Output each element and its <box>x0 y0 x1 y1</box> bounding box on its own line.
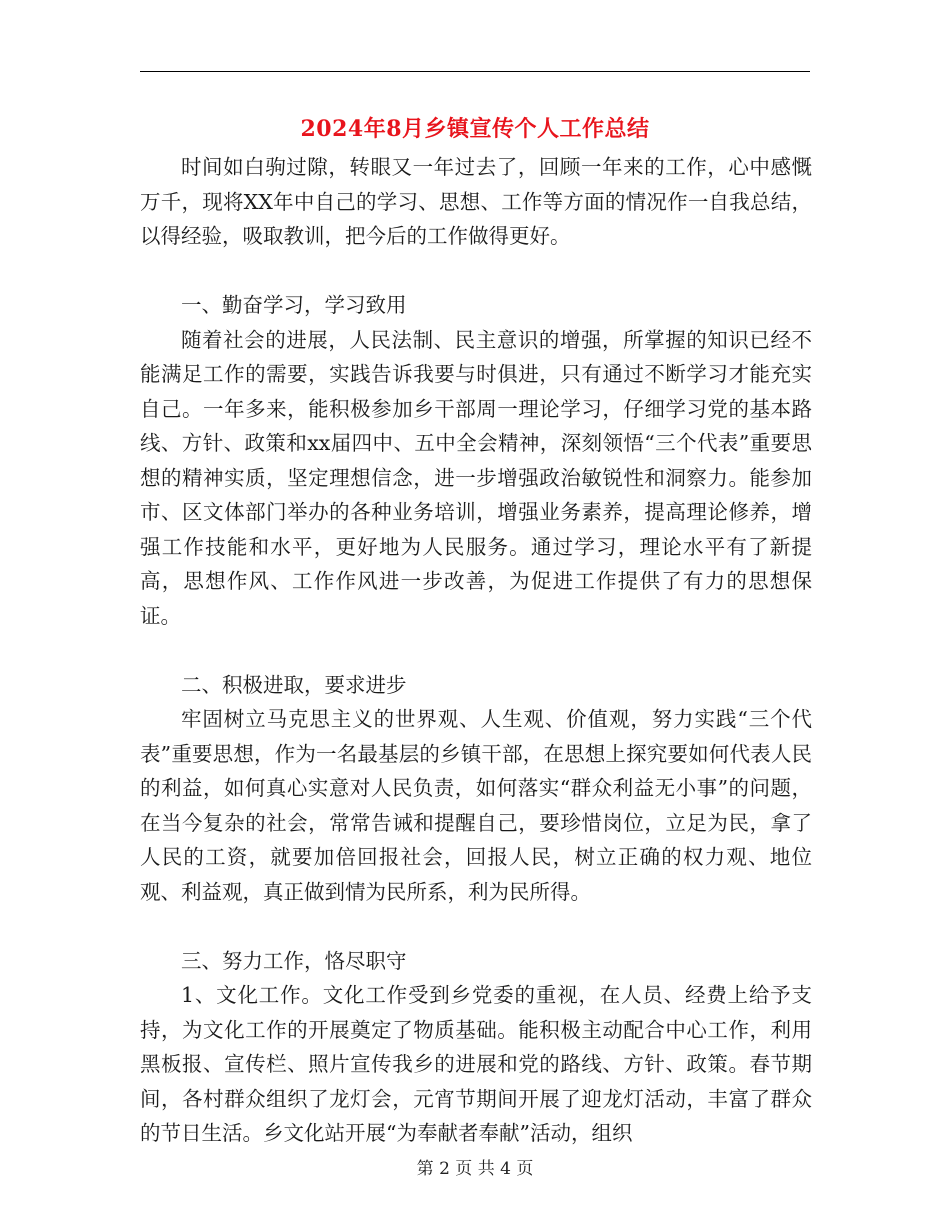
section-1-paragraph: 随着社会的进展，人民法制、民主意识的增强，所掌握的知识已经不能满足工作的需要，实践告诉我要与时俱进，只有通过不断学习才能充实自己。一年多来，能积极参加乡干部周一理论学习，仔细学习党的基本路线、方针、政策和xx届四中、五中全会精神，深刻领悟“三个代表”重要思想的精神实质，坚定理想信念，进一步增强政治敏锐性和洞察力。能参加市、区文体部门举办的各种业务培训，增强业务素养，提高理论修养，增强工作技能和水平，更好地为人民服务。通过学习，理论水平有了新提高，思想作风、工作作风进一步改善，为促进工作提供了有力的思想保证。 <box>140 327 812 628</box>
section-3-paragraph: 1、文化工作。文化工作受到乡党委的重视，在人员、经费上给予支持，为文化工作的开展奠定了物质基础。能积极主动配合中心工作，利用黑板报、宣传栏、照片宣传我乡的进展和党的路线、方针、政策。春节期间，各村群众组织了龙灯会，元宵节期间开展了迎龙灯活动，丰富了群众的节日生活。乡文化站开展“为奉献者奉献”活动，组织 <box>140 983 812 1145</box>
section-3-heading: 三、努力工作，恪尽职守 <box>181 948 407 973</box>
paragraph-spacer <box>140 254 812 289</box>
document-title: 2024年8月乡镇宣传个人工作总结 <box>300 116 650 142</box>
intro-paragraph: 时间如白驹过隙，转眼又一年过去了，回顾一年来的工作，心中感慨万千，现将XX年中自己的学习、思想、工作等方面的情况作一自我总结，以得经验，吸取教训，把今后的工作做得更好。 <box>140 155 812 248</box>
header-rule <box>140 71 810 72</box>
document-body <box>140 150 812 1151</box>
page-number: 第 2 页 共 4 页 <box>416 1159 534 1179</box>
section-2-paragraph: 牢固树立马克思主义的世界观、人生观、价值观，努力实践“三个代表”重要思想，作为一名最基层的乡镇干部，在思想上探究要如何代表人民的利益，如何真心实意对人民负责，如何落实“群众利益无小事”的问题，在当今复杂的社会，常常告诫和提醒自己，要珍惜岗位，立足为民，拿了人民的工资，就要加倍回报社会，回报人民，树立正确的权力观、地位观、利益观，真正做到情为民所系，利为民所得。 <box>140 707 812 904</box>
section-2-heading: 二、积极进取，要求进步 <box>181 672 407 697</box>
paragraph-spacer <box>140 909 812 944</box>
section-1-heading: 一、勤奋学习，学习致用 <box>181 293 407 317</box>
paragraph-spacer <box>140 633 812 668</box>
